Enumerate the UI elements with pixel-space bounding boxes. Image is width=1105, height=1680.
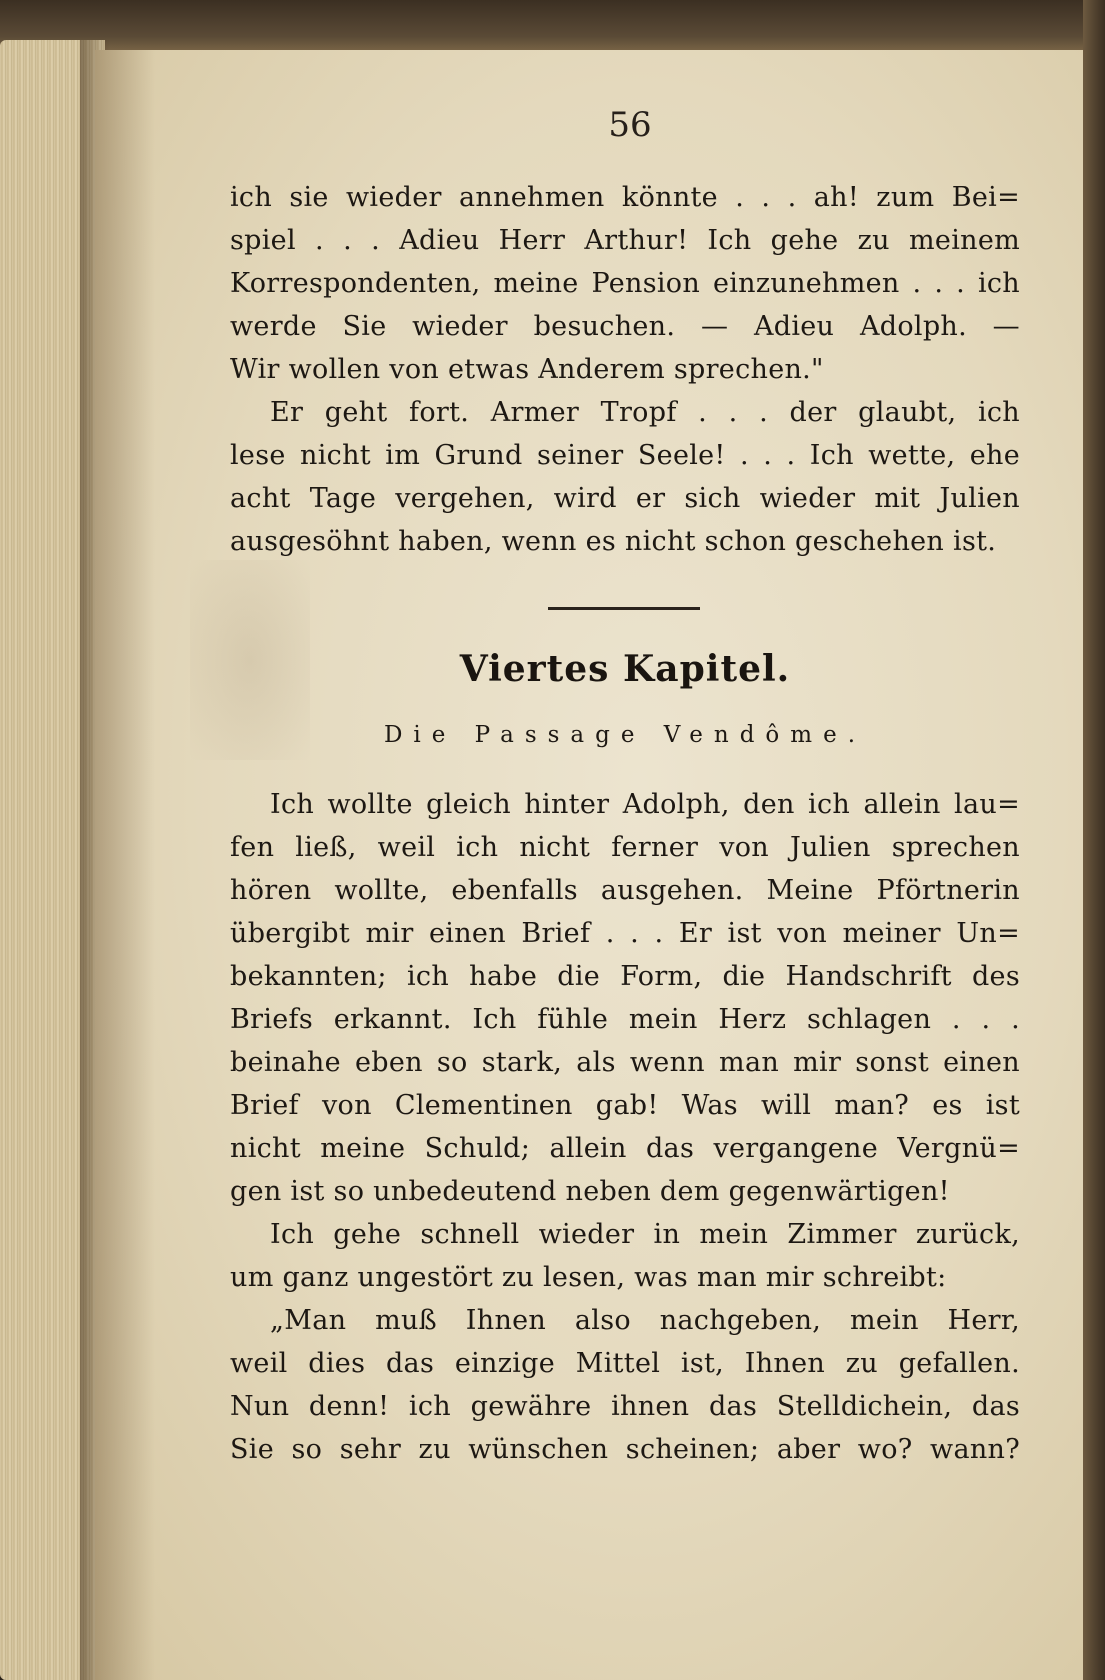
text-line: beinahe eben so stark, als wenn man mir sonst einen [230,1047,1020,1078]
text-line: weil dies das einzige Mittel ist, Ihnen zu gefallen. [230,1348,1020,1379]
text-line: Er geht fort. Armer Tropf . . . der glaubt, ich [270,397,1020,428]
text-line: übergibt mir einen Brief . . . Er ist von meiner Un= [230,918,1020,949]
text-line: acht Tage vergehen, wird er sich wieder mit Julien [230,483,1020,514]
text-line: hören wollte, ebenfalls ausgehen. Meine Pförtnerin [230,875,1020,906]
section-divider [548,607,700,610]
page-gutter-shadow [95,50,155,1680]
text-line: Nun denn! ich gewähre ihnen das Stelldichein, das [230,1391,1020,1422]
book-cover-right [1083,0,1105,1680]
book-cover-top [0,0,1105,52]
page-number: 56 [608,105,652,145]
text-line: lese nicht im Grund seiner Seele! . . . Ich wette, ehe [230,440,1020,471]
text-line: fen ließ, weil ich nicht ferner von Julien sprechen [230,832,1020,863]
text-line: ausgesöhnt haben, wenn es nicht schon geschehen ist. [230,526,997,557]
text-line: werde Sie wieder besuchen. — Adieu Adolph. — [230,311,1020,342]
text-line: Wir wollen von etwas Anderem sprechen." [230,354,824,385]
text-line: um ganz ungestört zu lesen, was man mir schreibt: [230,1262,947,1293]
text-line: Sie so sehr zu wünschen scheinen; aber wo? wann? [230,1434,1020,1465]
text-line: Korrespondenten, meine Pension einzunehmen . . . ich [230,268,1020,299]
text-line: spiel . . . Adieu Herr Arthur! Ich gehe zu meinem [230,225,1020,256]
chapter-title: Viertes Kapitel. [459,648,791,690]
text-line: gen ist so unbedeutend neben dem gegenwärtigen! [230,1176,950,1207]
text-line: bekannten; ich habe die Form, die Handschrift des [230,961,1020,992]
text-line: Brief von Clementinen gab! Was will man? es ist [230,1090,1020,1121]
text-line: nicht meine Schuld; allein das vergangene Vergnü= [230,1133,1020,1164]
chapter-subtitle: Die Passage Vendôme. [383,722,867,748]
text-line: „Man muß Ihnen also nachgeben, mein Herr, [270,1305,1020,1336]
text-line: Ich wollte gleich hinter Adolph, den ich allein lau= [270,789,1020,820]
text-line: Briefs erkannt. Ich fühle mein Herz schlagen . . . [230,1004,1020,1035]
text-line: Ich gehe schnell wieder in mein Zimmer zurück, [270,1219,1020,1250]
text-line: ich sie wieder annehmen könnte . . . ah! zum Bei= [230,182,1020,213]
